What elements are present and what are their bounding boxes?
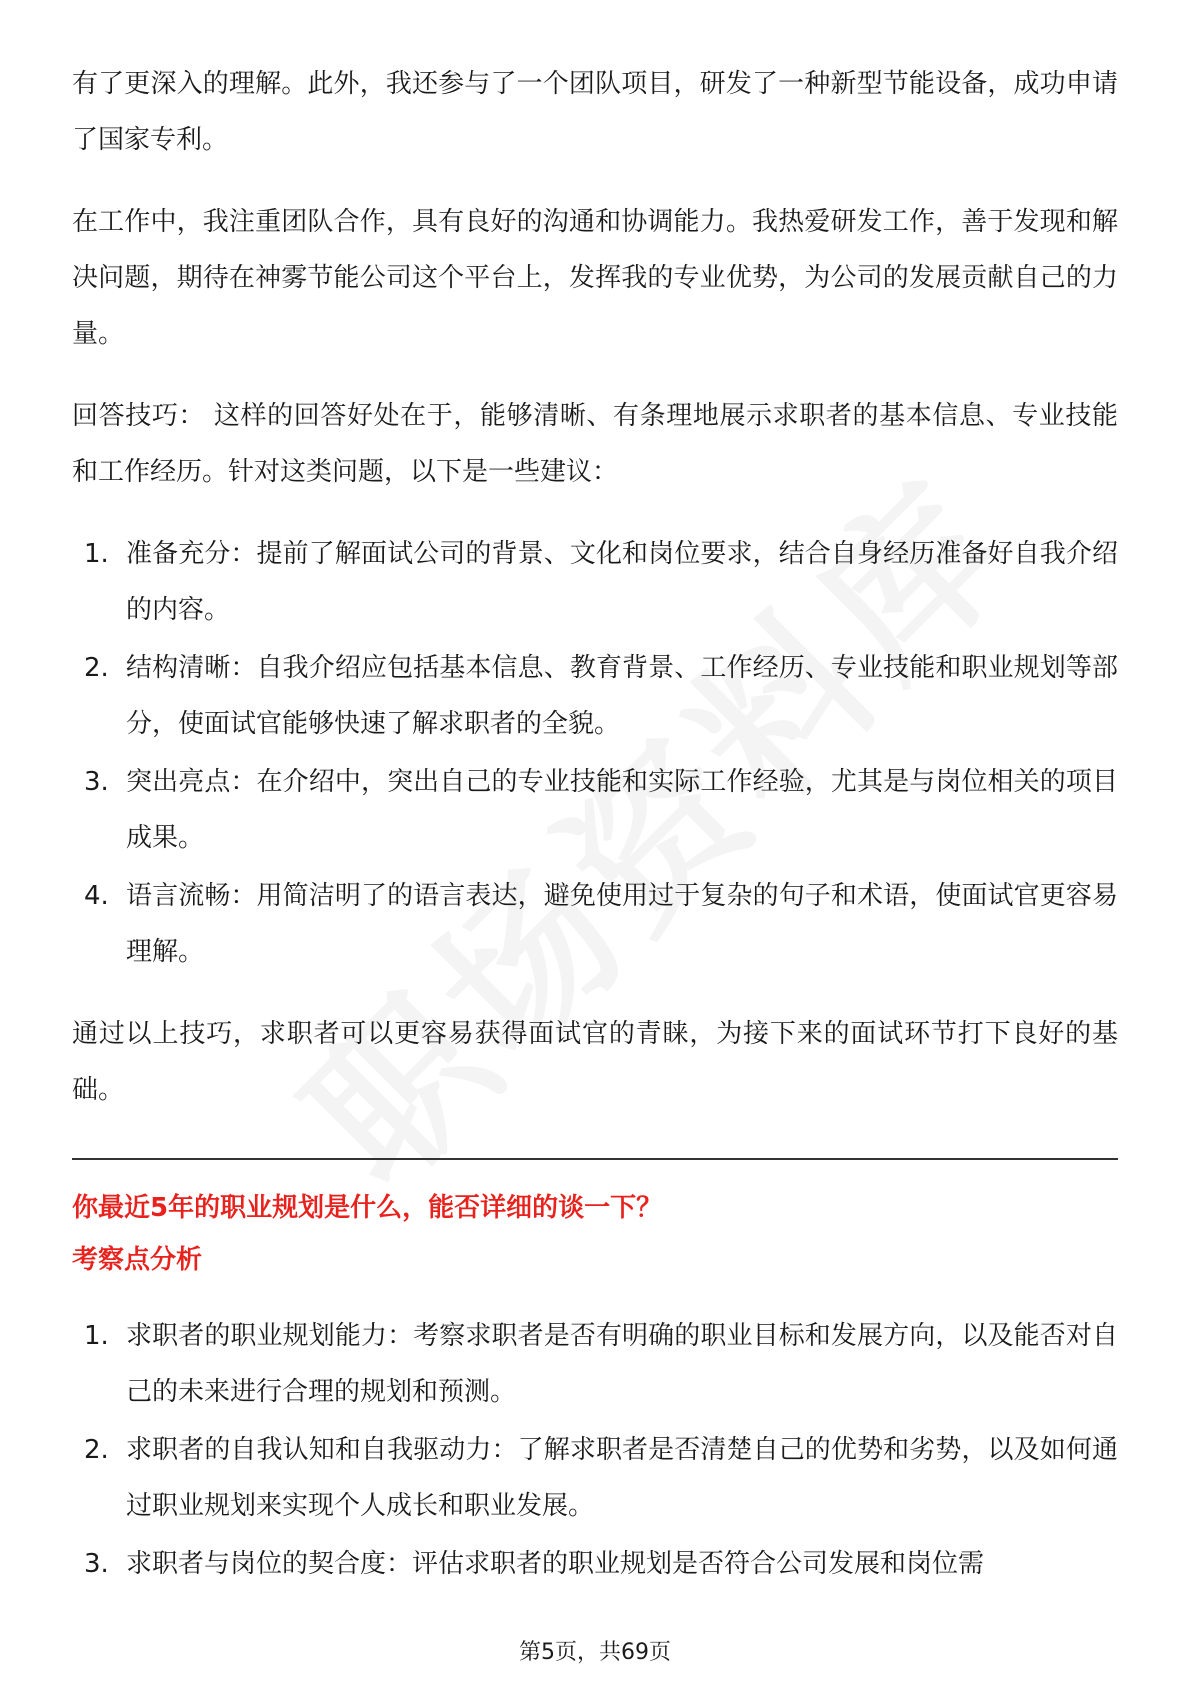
list-item: 1. 准备充分：提前了解面试公司的背景、文化和岗位要求，结合自身经历准备好自我介绍的内容。 [84, 539, 1118, 625]
question-title: 你最近5年的职业规划是什么，能否详细的谈一下？ [72, 1193, 663, 1223]
paragraph-project: 有了更深入的理解。此外，我还参与了一个团队项目，研发了一种新型节能设备，成功申请了国家专利。 [72, 69, 1118, 155]
page-number-footer: 第5页，共69页 [519, 1640, 671, 1665]
document-page [72, 56, 1118, 1618]
list-item: 2. 结构清晰：自我介绍应包括基本信息、教育背景、工作经历、专业技能和职业规划等部分，使面试官能够快速了解求职者的全貌。 [84, 653, 1118, 739]
paragraph-answer-tips: 回答技巧： 这样的回答好处在于，能够清晰、有条理地展示求职者的基本信息、专业技能和工作经历。针对这类问题，以下是一些建议： [72, 401, 1118, 487]
section-divider [72, 1158, 1118, 1160]
question-subtitle: 考察点分析 [72, 1245, 203, 1275]
list-item: 2. 求职者的自我认知和自我驱动力：了解求职者是否清楚自己的优势和劣势，以及如何通过职业规划来实现个人成长和职业发展。 [84, 1435, 1118, 1521]
paragraph-closing: 通过以上技巧，求职者可以更容易获得面试官的青睐，为接下来的面试环节打下良好的基础。 [72, 1019, 1118, 1105]
list-item: 1. 求职者的职业规划能力：考察求职者是否有明确的职业目标和发展方向，以及能否对自己的未来进行合理的规划和预测。 [84, 1321, 1118, 1407]
list-item: 3. 求职者与岗位的契合度：评估求职者的职业规划是否符合公司发展和岗位需 [84, 1549, 985, 1579]
list-item: 3. 突出亮点：在介绍中，突出自己的专业技能和实际工作经验，尤其是与岗位相关的项目成果。 [84, 767, 1118, 853]
tips-list [72, 526, 1118, 980]
analysis-list [72, 1308, 1118, 1592]
list-item: 4. 语言流畅：用简洁明了的语言表达，避免使用过于复杂的句子和术语，使面试官更容易理解。 [84, 881, 1118, 967]
paragraph-teamwork: 在工作中，我注重团队合作，具有良好的沟通和协调能力。我热爱研发工作，善于发现和解决问题，期待在神雾节能公司这个平台上，发挥我的专业优势，为公司的发展贡献自己的力量。 [72, 207, 1118, 349]
